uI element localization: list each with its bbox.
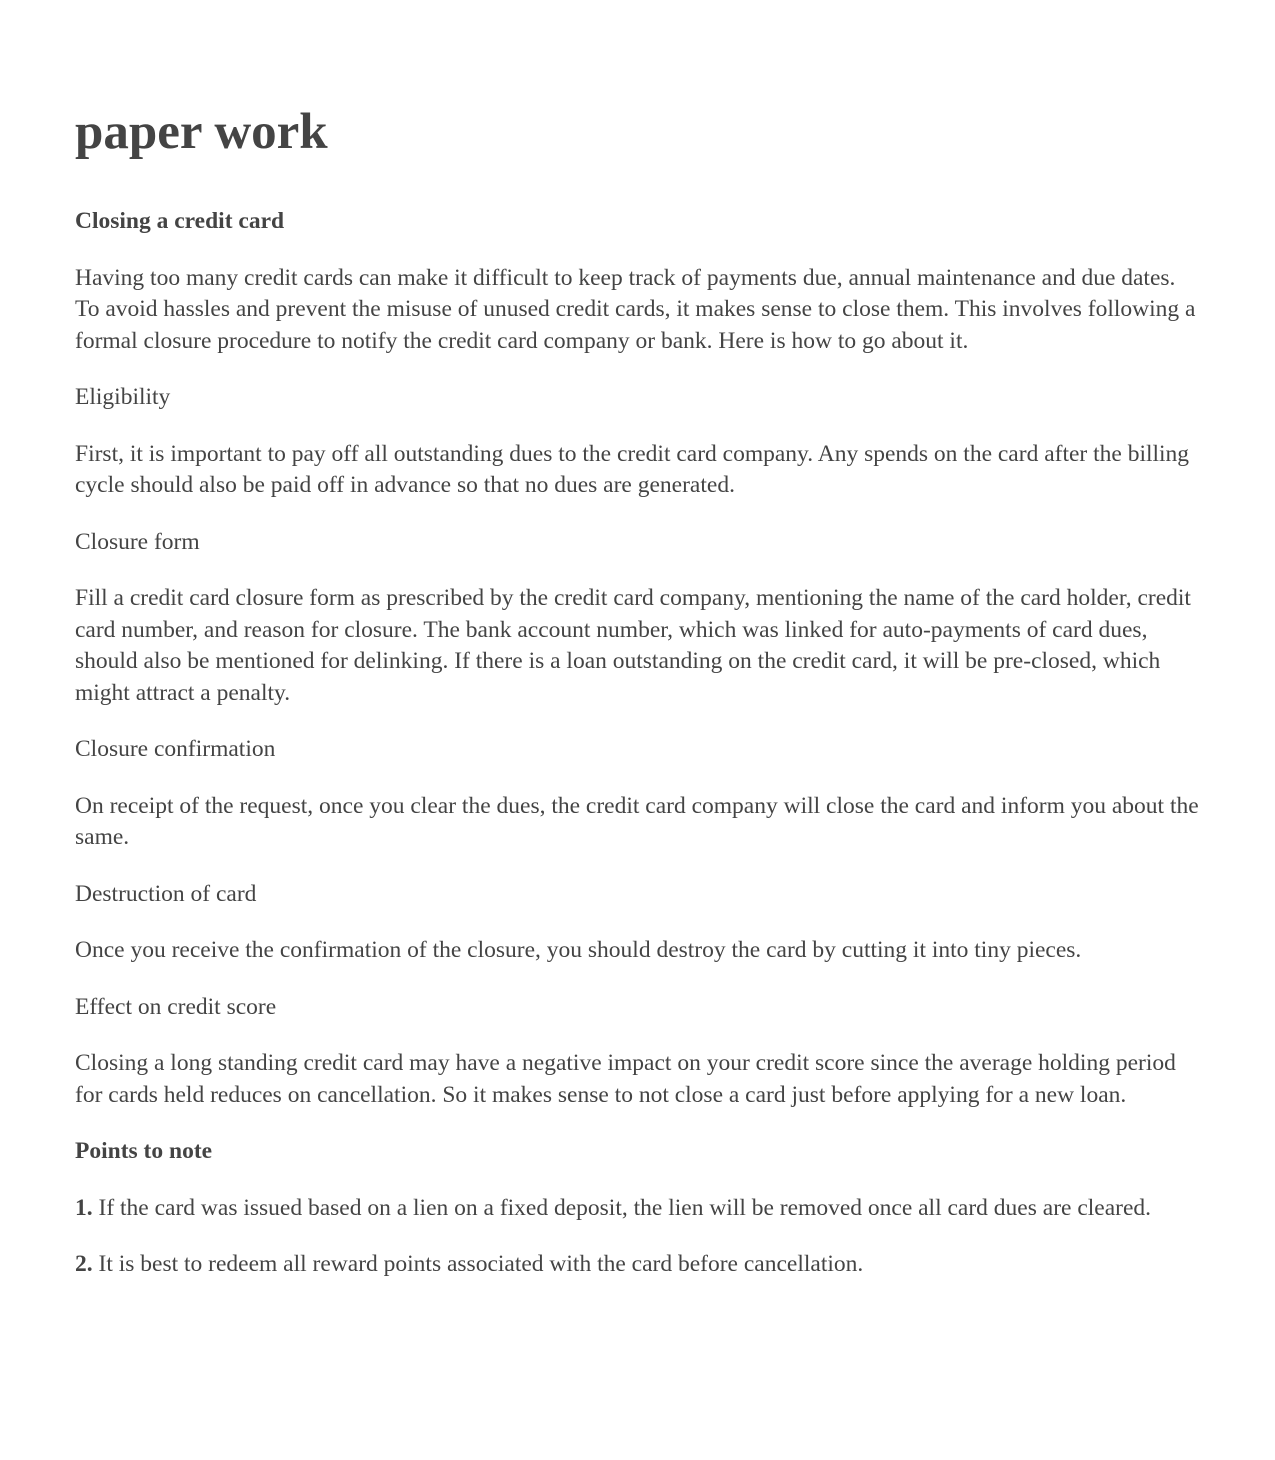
point-number: 2. (75, 1251, 93, 1277)
closure-confirmation-heading: Closure confirmation (75, 736, 276, 762)
point-item-1 (75, 1193, 1205, 1225)
section-heading: Closing a credit card (75, 208, 285, 234)
eligibility-paragraph: First, it is important to pay off all outstanding dues to the credit card company. Any spends on the card after the billing cycle should also be paid off in advance so that no dues are generated. (75, 440, 1190, 498)
credit-score-heading: Effect on credit score (75, 993, 277, 1020)
point-number: 1. (75, 1194, 93, 1221)
point-text: If the card was issued based on a lien on a fixed deposit, the lien will be removed once all card dues are cleared. (98, 1194, 1152, 1221)
point-text: It is best to redeem all reward points associated with the card before cancellation. (98, 1251, 864, 1277)
point-item-2 (75, 1249, 1205, 1281)
document-page (75, 96, 1205, 1306)
closure-form-heading: Closure form (75, 528, 200, 555)
page-title: paper work (75, 104, 328, 160)
eligibility-heading: Eligibility (75, 384, 171, 410)
credit-score-paragraph: Closing a long standing credit card may have a negative impact on your credit score since the average holding period for cards held reduces on cancellation. So it makes sense to not close a card just before applying for a new loan. (75, 1050, 1176, 1108)
points-heading: Points to note (75, 1138, 213, 1164)
destruction-heading: Destruction of card (75, 880, 257, 907)
closure-confirmation-paragraph: On receipt of the request, once you clear the dues, the credit card company will close the card and inform you about the same. (75, 792, 1199, 850)
closure-form-paragraph: Fill a credit card closure form as prescribed by the credit card company, mentioning the name of the card holder, credit card number, and reason for closure. The bank account number, which was linked for auto-payments of card dues, should also be mentioned for delinking. If there is a loan outstanding on the credit card, it will be pre-closed, which might attract a penalty. (75, 585, 1191, 706)
destruction-paragraph: Once you receive the confirmation of the closure, you should destroy the card by cutting it into tiny pieces. (75, 937, 1082, 963)
intro-paragraph: Having too many credit cards can make it difficult to keep track of payments due, annual maintenance and due dates. To avoid hassles and prevent the misuse of unused credit cards, it makes sense to close them. This involves following a formal closure procedure to notify the credit card company or bank. Here is how to go about it. (75, 264, 1196, 354)
